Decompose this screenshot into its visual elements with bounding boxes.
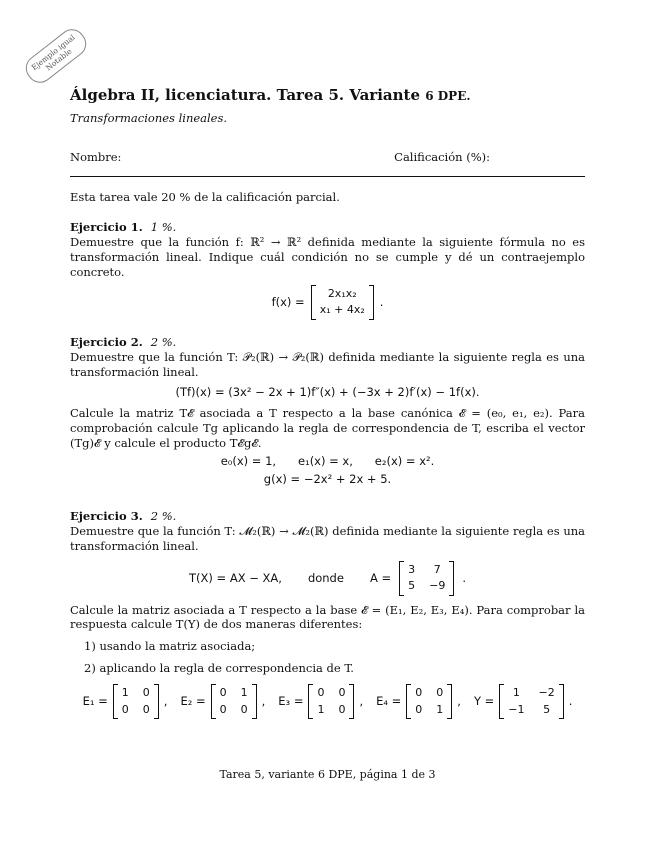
vector-bottom: x₁ + 4x₂	[319, 303, 365, 317]
list-item-1: 1) usando la matriz asociada;	[84, 639, 256, 654]
exercise-3-points: 2 %.	[150, 509, 177, 524]
exercise-3-rule: T(X) = AX − XA, donde A = 3 7 5 −9 .	[70, 561, 585, 596]
exercise-2-rule: (Tf)(x) = (3x² − 2x + 1)f″(x) + (−3x + 2)f′(x) − 1f(x).	[175, 385, 480, 400]
basis-matrices: E₁ = 1 0 0 0 , E₂ = 0 1 0 0 , E₃ = 0 0 1 0 , E₄ = 0 0 0 1 , Y = 1 −2 −1 5 .	[70, 684, 585, 719]
page	[70, 86, 585, 719]
matrix-cell: 0	[415, 702, 423, 716]
matrix-cell: 0	[121, 702, 129, 716]
e4-label: E₄ =	[376, 694, 402, 709]
title-main: Álgebra II, licenciatura. Tarea 5. Variante	[70, 86, 421, 104]
name-row	[70, 150, 585, 165]
matrix-cell: 0	[219, 686, 227, 700]
stamp-text: Ejemplo igual Notable	[29, 32, 77, 73]
page-footer: Tarea 5, variante 6 DPE, página 1 de 3	[219, 768, 436, 781]
rule-lhs: T(X) = AX − XA,	[189, 570, 282, 585]
matrix-cell: 7	[433, 562, 441, 576]
exercise-3-text: Demuestre que la función T: 𝓜₂(ℝ) → 𝓜₂(ℝ) definida mediante la siguiente regla es una transformación lineal.	[70, 524, 585, 553]
matrix-cell: 1	[240, 686, 248, 700]
y-label: Y =	[473, 694, 495, 709]
exercise-2-label: Ejercicio 2.	[70, 334, 143, 349]
matrix-cell: 0	[142, 686, 150, 700]
matrix-cell: 1	[317, 702, 325, 716]
matrix-y	[499, 684, 563, 719]
matrix-cell: 3	[408, 562, 416, 576]
matrix-cell: 1	[512, 686, 520, 700]
e2-label: E₂ =	[180, 694, 206, 709]
stamp	[21, 24, 92, 88]
matrix-cell: −1	[508, 702, 525, 716]
matrix-cell: 0	[142, 702, 150, 716]
intro-text: Esta tarea vale 20 % de la calificación parcial.	[70, 190, 340, 205]
matrix-e3	[308, 684, 354, 719]
matrix-cell: 1	[436, 702, 444, 716]
exercise-1-points: 1 %.	[150, 220, 177, 235]
matrix-cell: 0	[436, 686, 444, 700]
vector-f	[311, 285, 374, 320]
exercise-1-heading	[70, 220, 585, 235]
exercise-2-text: Demuestre que la función T: 𝒫₂(ℝ) → 𝒫₂(ℝ) definida mediante la siguiente regla es una transformación lineal.	[70, 349, 585, 379]
name-label: Nombre:	[70, 150, 122, 165]
exercise-2-points: 2 %.	[150, 334, 177, 349]
exercise-1-label: Ejercicio 1.	[70, 220, 143, 235]
subtitle: Transformaciones lineales.	[70, 110, 228, 125]
matrix-cell: −2	[538, 686, 555, 700]
vector-top: 2x₁x₂	[327, 287, 357, 301]
matrix-cell: 0	[338, 686, 346, 700]
matrix-cell: 1	[121, 686, 129, 700]
matrix-e2	[211, 684, 257, 719]
grade-label: Calificación (%):	[394, 150, 490, 165]
exercise-3-text2: Calcule la matriz asociada a T respecto a la base 𝓔 = (E₁, E₂, E₃, E₄). Para comprobar la respuesta calcule T(Y) de dos maneras diferentes:	[70, 602, 585, 632]
matrix-e1	[113, 684, 159, 719]
list-item-2: 2) aplicando la regla de correspondencia de T.	[84, 661, 354, 676]
title-variant: 6 DPE.	[425, 89, 471, 103]
matrix-cell: 5	[543, 702, 551, 716]
matrix-a	[399, 561, 454, 596]
matrix-cell: 0	[415, 686, 423, 700]
page-title	[70, 86, 585, 106]
matrix-cell: 0	[219, 702, 227, 716]
exercise-3-label: Ejercicio 3.	[70, 509, 143, 524]
formula-end: .	[379, 294, 384, 309]
exercise-2-basis: e₀(x) = 1, e₁(x) = x, e₂(x) = x².	[220, 454, 435, 469]
exercise-2-heading	[70, 335, 585, 350]
matrix-e4	[406, 684, 452, 719]
donde-text: donde	[307, 570, 344, 585]
exercise-3-heading	[70, 509, 585, 524]
e1-label: E₁ =	[82, 694, 108, 709]
exercise-1-text: Demuestre que la función f: ℝ² → ℝ² definida mediante la siguiente fórmula no es transformación lineal. Indique cuál condición no se cumple y dé un contraejemplo concreto.	[70, 235, 585, 280]
matrix-cell: 0	[338, 702, 346, 716]
divider	[70, 176, 585, 177]
formula-lhs: f(x) =	[271, 294, 305, 309]
matrix-cell: 5	[408, 579, 416, 593]
e3-label: E₃ =	[278, 694, 304, 709]
exercise-2-g: g(x) = −2x² + 2x + 5.	[263, 472, 392, 487]
matrix-cell: 0	[317, 686, 325, 700]
exercise-1-formula	[70, 285, 585, 320]
exercise-2-text2: Calcule la matriz T𝓔 asociada a T respecto a la base canónica 𝓔 = (e₀, e₁, e₂). Para comprobación calcule Tg aplicando la regla de correspondencia de T, escriba el vector (Tg)𝓔 y calcule el producto T𝓔g𝓔.	[70, 406, 585, 451]
a-label: A =	[369, 570, 392, 585]
matrix-cell: −9	[429, 579, 446, 593]
matrix-cell: 0	[240, 702, 248, 716]
